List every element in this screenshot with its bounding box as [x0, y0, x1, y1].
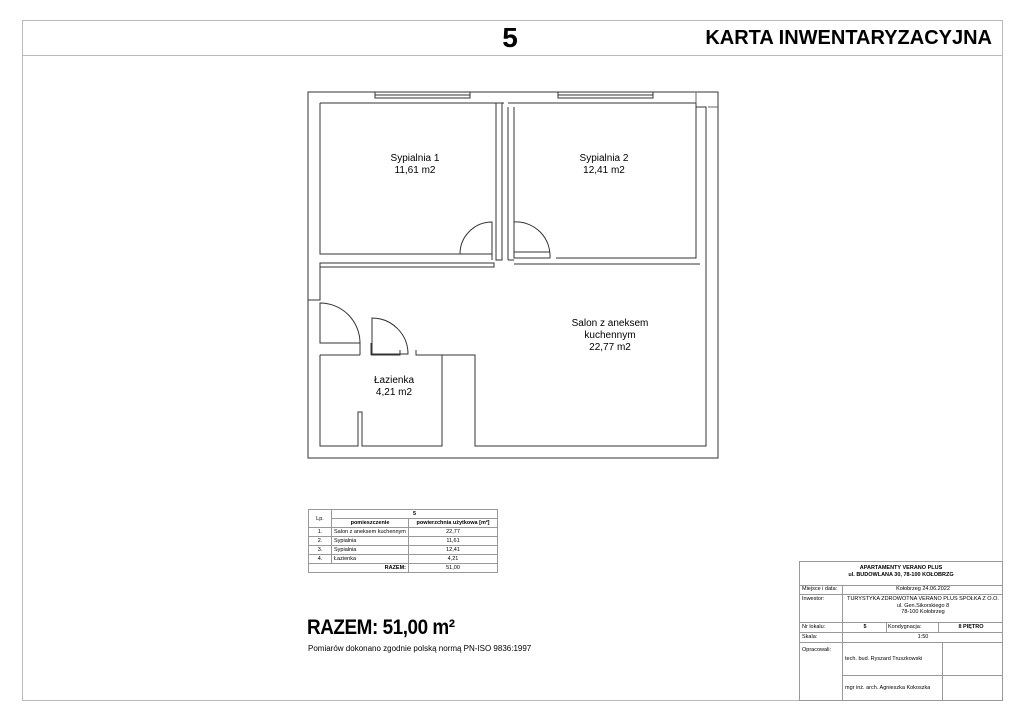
investor-name: TURYSTYKA ZDROWOTNA VERANO PLUS SPÓŁKA Z O.O. — [847, 596, 999, 602]
room-name-line-2: kuchennym — [584, 330, 636, 341]
table-row: 1. Salon z aneksem kuchennym 22,77 — [309, 528, 498, 537]
room-area: 4,21 m2 — [375, 387, 413, 398]
title-block: APARTAMENTY VERANO PLUS ul. BUDOWLANA 30, 78-100 KOŁOBRZG Miejsce i data: Kołobrzeg 24.06.2022 Inwestor: TURYSTYKA ZDROWOTNA VERANO PLUS SPÓŁKA Z O.O. ul. Gen.Sikorskiego 8 78-100 Kołobrzeg Nr lokalu: 5 Kondygnacja: II PIĘTRO Skala: 1:50 Opracowali: tech. bud. Ryszard Truszkowski mgr inż. arch. Agnieszka Kokoszka — [799, 561, 1003, 701]
col-room-header: pomieszczenie — [332, 519, 409, 528]
author-2: mgr inż. arch. Agnieszka Kokoszka — [845, 685, 931, 691]
room-name: Łazienka — [373, 375, 415, 386]
document-title: KARTA INWENTARYZACYJNA — [705, 26, 992, 49]
room-area: 11,61 m2 — [394, 165, 436, 176]
col-lp-header: Lp. — [309, 510, 332, 528]
col-area-header: powierzchnia użytkowa [m²] — [409, 519, 498, 528]
total-area-heading: RAZEM: 51,00 m² — [307, 616, 455, 639]
storey: II PIĘTRO — [958, 624, 984, 630]
room-label-bedroom-1 — [360, 153, 470, 177]
room-name: Sypialnia 1 — [390, 153, 440, 164]
room-area: 12,41 m2 — [583, 165, 625, 176]
entry-wall — [308, 267, 320, 300]
room-label-bedroom-2 — [549, 153, 659, 177]
table-row: 3. Sypialnia 12,41 — [309, 546, 498, 555]
scale: 1:50 — [917, 634, 929, 640]
sheet-number: 5 — [502, 22, 518, 53]
hall-wall — [320, 263, 494, 267]
table-total-row — [309, 564, 498, 573]
room-name: Sypialnia 2 — [579, 153, 629, 164]
bedroom-1-walls — [320, 103, 502, 260]
area-table — [308, 509, 498, 573]
total-value: 51,00 — [409, 564, 498, 573]
bathroom-walls — [320, 355, 442, 446]
table-header-row — [309, 510, 498, 519]
room-area: 22,77 m2 — [589, 342, 631, 353]
unit-number: 5 — [863, 624, 867, 630]
measurement-note: Pomiarów dokonano zgodnie polską normą PN-ISO 9836:1997 — [308, 644, 532, 653]
room-label-bathroom — [339, 375, 449, 399]
bathroom-door — [372, 318, 408, 354]
bathroom-inner-wall — [360, 343, 371, 355]
room-label-living-room — [545, 318, 675, 354]
project-address: ul. BUDOWLANA 30, 78-100 KOŁOBRZG — [848, 572, 954, 578]
total-label: RAZEM: — [309, 564, 409, 573]
door-bedroom-1 — [460, 222, 492, 254]
room-name-line-1: Salon z aneksem — [571, 318, 649, 329]
unit-header: 5 — [332, 510, 498, 519]
bedroom-2-right-wall — [556, 107, 696, 258]
entry-door — [320, 303, 360, 343]
table-row: 4. Łazienka 4,21 — [309, 555, 498, 564]
place-date: Kołobrzeg 24.06.2022 — [896, 586, 950, 592]
project-name: APARTAMENTY VERANO PLUS — [859, 565, 943, 571]
author-1: tech. bud. Ryszard Truszkowski — [845, 656, 923, 662]
door-bedroom-2 — [514, 222, 550, 258]
table-row: 2. Sypialnia 11,61 — [309, 537, 498, 546]
outer-wall — [308, 92, 718, 458]
